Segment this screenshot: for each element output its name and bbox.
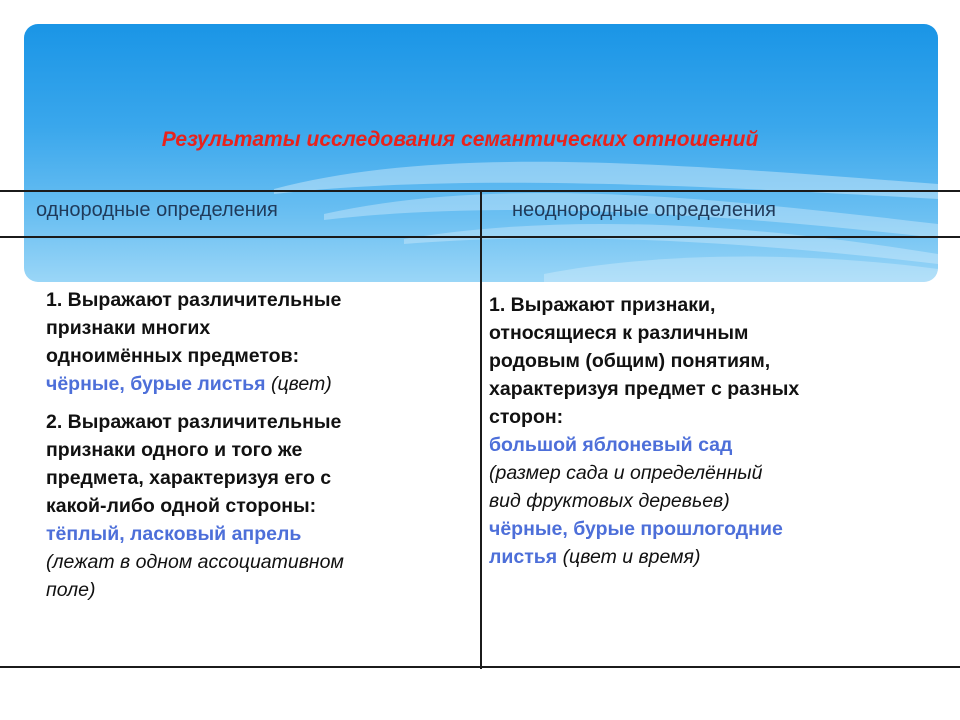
left-item1-example-line [46,370,471,398]
left-item2-line: какой-либо одной стороны: [46,495,317,517]
header-homogeneous: однородные определения [36,199,278,221]
right-cell [489,291,949,571]
right-example2-line [489,543,949,571]
right-line: относящиеся к различным [489,322,749,344]
right-note2: (цвет и время) [562,546,701,568]
right-note1: вид фруктовых деревьев) [489,490,730,512]
left-item1-line: признаки многих [46,317,211,339]
left-item1-line: 1. Выражают различительные [46,289,342,311]
left-item2-example: тёплый, ласковый апрель [46,523,302,545]
right-line: сторон: [489,406,564,428]
slide-title: Результаты исследования семантических отношений [161,128,759,151]
right-example2: листья [489,546,558,568]
left-item2-line: признаки одного и того же [46,439,303,461]
left-item2-line: 2. Выражают различительные [46,411,342,433]
left-item2-line: предмета, характеризуя его с [46,467,332,489]
left-item2-note: (лежат в одном ассоциативном [46,551,344,573]
right-example1: большой яблоневый сад [489,434,733,456]
left-item2-note: поле) [46,579,96,601]
right-line: 1. Выражают признаки, [489,294,716,316]
right-note1: (размер сада и определённый [489,462,763,484]
column-divider [480,192,482,669]
right-example2: чёрные, бурые прошлогодние [489,518,783,540]
right-line: родовым (общим) понятиям, [489,350,771,372]
header-heterogeneous: неоднородные определения [512,199,776,221]
left-cell [46,286,471,604]
left-item1-note: (цвет) [270,373,332,395]
left-item1-line: одноимённых предметов: [46,345,300,367]
right-line: характеризуя предмет с разных [489,378,800,400]
left-item1-example: чёрные, бурые листья [46,373,266,395]
